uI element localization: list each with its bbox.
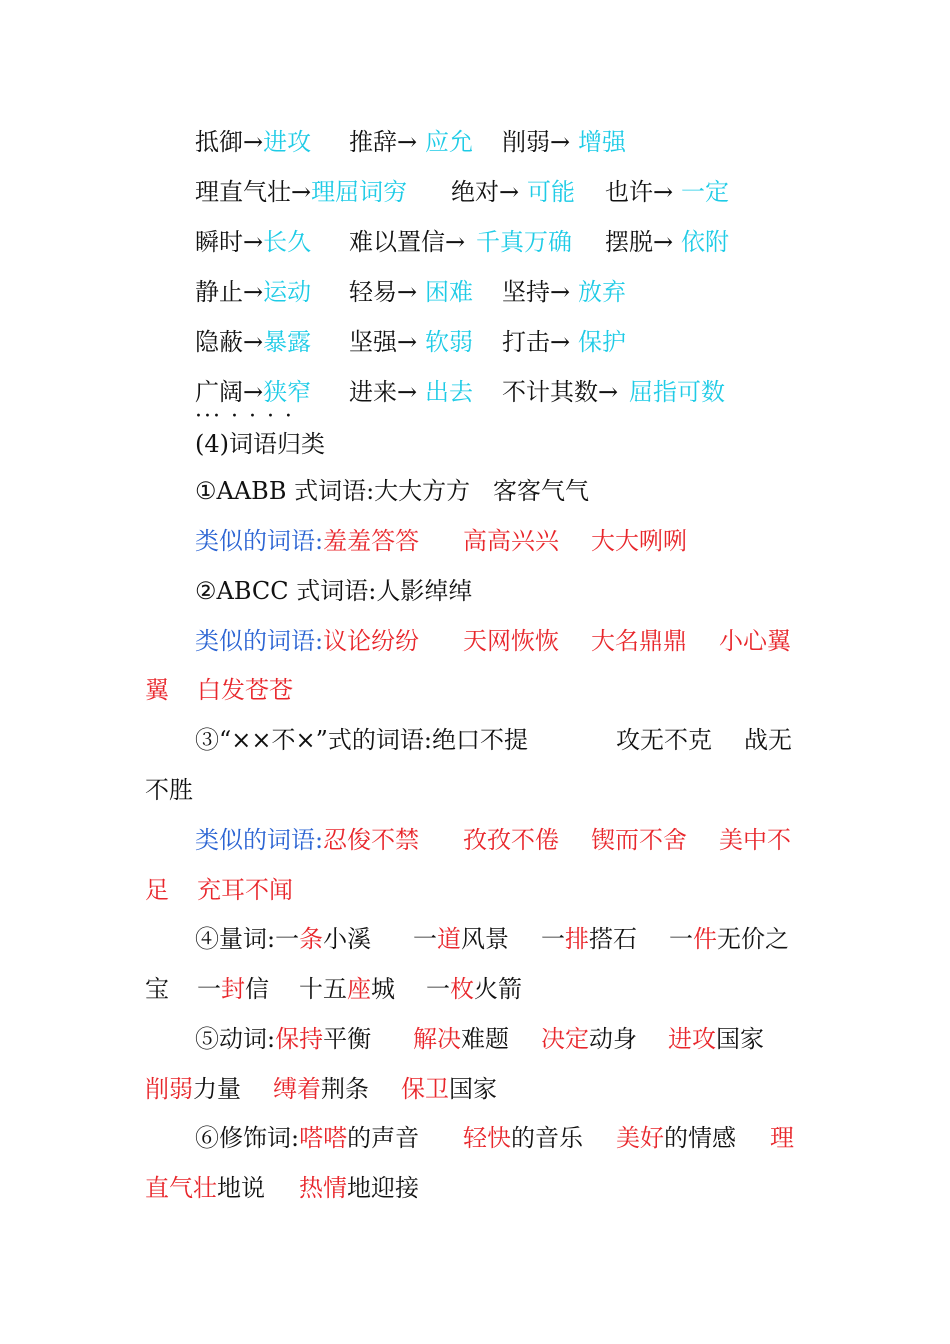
verb: 解决	[413, 1025, 461, 1053]
verb: 进攻	[668, 1025, 716, 1053]
aabb-similar-line	[195, 525, 687, 557]
measure-phrase	[669, 923, 789, 955]
similar-word: 充耳不闻	[197, 876, 293, 904]
measure-noun: 风景	[461, 925, 509, 953]
modifier: 直气壮	[145, 1174, 217, 1202]
measure-prefix: 一	[669, 925, 693, 953]
similar-word: 足	[145, 876, 169, 904]
verb: 保持	[275, 1025, 324, 1053]
modifier: 轻快	[463, 1124, 511, 1152]
antonym-source: 推辞→	[349, 128, 418, 156]
modified-phrase: 地迎接	[347, 1174, 419, 1202]
antonym-answer: 放弃	[578, 278, 626, 306]
bu-word: 攻无不克	[616, 726, 712, 754]
abcc-similar-line-1	[195, 625, 791, 657]
measure-classifier: 封	[221, 975, 245, 1003]
measure-prefix: 一	[275, 925, 300, 953]
antonym-answer: 千真万确	[476, 228, 572, 256]
antonym-source: 坚强→	[349, 328, 418, 356]
antonym-answer: 进攻	[263, 128, 312, 156]
bu-word: 绝口不提	[431, 726, 528, 754]
similar-word: 白发苍苍	[197, 676, 293, 704]
antonym-row-5	[195, 326, 626, 358]
similar-word: 翼	[145, 676, 169, 704]
similar-word: 小心翼	[719, 627, 791, 655]
measure-noun: 搭石	[589, 925, 637, 953]
modifiers-line-1	[195, 1122, 794, 1154]
ellipsis-dots: ··· · · · ·	[195, 404, 294, 429]
antonym-answer: 出去	[425, 378, 473, 406]
similar-label: 类似的词语:	[195, 826, 324, 854]
verb-phrase	[273, 1073, 369, 1105]
antonym-row-1	[195, 126, 626, 158]
measure-phrase	[299, 973, 395, 1005]
aabb-line	[195, 475, 589, 507]
modifier-phrase	[299, 1172, 419, 1204]
similar-word: 忍俊不禁	[323, 826, 420, 854]
measure-classifier: 条	[299, 925, 324, 953]
modifier: 嗒嗒	[299, 1124, 348, 1152]
measure-prefix: 一	[541, 925, 565, 953]
antonym-source: 进来→	[349, 378, 418, 406]
antonym-source: 抵御→	[195, 128, 264, 156]
verb-object: 难题	[461, 1025, 509, 1053]
measure-noun: 宝	[145, 975, 169, 1003]
verb-object: 力量	[193, 1075, 241, 1103]
measure-line-2	[145, 973, 522, 1005]
abcc-line	[195, 575, 472, 607]
abcc-similar-line-2	[145, 674, 293, 706]
antonym-answer: 困难	[425, 278, 473, 306]
modifier-phrase	[616, 1122, 736, 1154]
abcc-label: ②ABCC 式词语:	[195, 577, 377, 605]
antonym-source: 轻易→	[349, 278, 418, 306]
abcc-word: 人影绰绰	[376, 577, 473, 605]
antonym-source: 也许→	[605, 178, 674, 206]
antonym-source: 削弱→	[502, 128, 571, 156]
bu-line-1	[195, 724, 792, 756]
antonym-source: 瞬时→	[195, 228, 264, 256]
verb-phrase	[401, 1073, 497, 1105]
bu-word: 战无	[744, 726, 792, 754]
verbs-line-2	[145, 1073, 497, 1105]
antonym-source: 广阔→	[195, 378, 264, 406]
antonym-answer: 保护	[578, 328, 626, 356]
verb-object: 国家	[449, 1075, 497, 1103]
measure-line-1	[195, 923, 789, 955]
antonym-answer: 可能	[527, 178, 575, 206]
aabb-word: 大大方方	[374, 477, 471, 505]
verb: 削弱	[145, 1075, 193, 1103]
antonym-row-2	[195, 176, 729, 208]
measure-classifier: 座	[347, 975, 371, 1003]
aabb-word: 客客气气	[493, 477, 589, 505]
antonym-answer: 一定	[681, 178, 729, 206]
measure-classifier: 排	[565, 925, 589, 953]
verb-phrase	[541, 1023, 637, 1055]
bu-line-2: 不胜	[145, 776, 193, 804]
verb-phrase	[668, 1023, 764, 1055]
antonym-answer: 软弱	[425, 328, 473, 356]
antonym-answer: 长久	[263, 228, 312, 256]
measure-phrase	[426, 973, 522, 1005]
modified-phrase: 的音乐	[511, 1124, 583, 1152]
antonym-answer: 暴露	[263, 328, 312, 356]
section-heading: (4)词语归类	[195, 430, 325, 458]
measure-classifier: 件	[693, 925, 717, 953]
verb-object: 荆条	[321, 1075, 369, 1103]
modifiers-label: ⑥修饰词:	[195, 1124, 300, 1152]
antonym-source: 难以置信→	[349, 228, 466, 256]
verb: 缚着	[273, 1075, 321, 1103]
similar-label: 类似的词语:	[195, 527, 324, 555]
modified-phrase: 地说	[217, 1174, 265, 1202]
antonym-answer: 屈指可数	[629, 378, 725, 406]
measure-prefix: 一	[197, 975, 221, 1003]
similar-word: 大大咧咧	[591, 527, 687, 555]
measure-label: ④量词:	[195, 925, 276, 953]
similar-word: 锲而不舍	[591, 826, 687, 854]
measure-noun: 火箭	[474, 975, 522, 1003]
modifier: 美好	[616, 1124, 664, 1152]
similar-word: 天网恢恢	[463, 627, 559, 655]
similar-word: 羞羞答答	[323, 527, 420, 555]
modifiers-line-2	[145, 1172, 419, 1204]
verb-object: 动身	[589, 1025, 637, 1053]
aabb-label: ①AABB 式词语:	[195, 477, 375, 505]
verb-object: 国家	[716, 1025, 764, 1053]
similar-word: 高高兴兴	[463, 527, 559, 555]
measure-prefix: 一	[426, 975, 450, 1003]
similar-word: 大名鼎鼎	[591, 627, 687, 655]
antonym-source: 理直气壮→	[195, 178, 312, 206]
antonym-row-4	[195, 276, 626, 308]
antonym-row-3	[195, 226, 729, 258]
modified-phrase: 的情感	[664, 1124, 736, 1152]
verb: 保卫	[401, 1075, 449, 1103]
antonym-source: 不计其数→	[502, 378, 619, 406]
antonym-answer: 增强	[578, 128, 626, 156]
antonym-source: 绝对→	[451, 178, 520, 206]
antonym-source: 打击→	[502, 328, 571, 356]
verb-phrase	[413, 1023, 509, 1055]
modified-phrase: 的声音	[347, 1124, 420, 1152]
measure-prefix: 一	[413, 925, 437, 953]
similar-word: 孜孜不倦	[463, 826, 559, 854]
modifier: 理	[770, 1124, 794, 1152]
antonym-answer: 理屈词穷	[311, 178, 408, 206]
verb: 决定	[541, 1025, 589, 1053]
similar-label: 类似的词语:	[195, 627, 324, 655]
modifier: 热情	[299, 1174, 347, 1202]
antonym-source: 隐蔽→	[195, 328, 264, 356]
measure-classifier: 道	[437, 925, 461, 953]
modifier-phrase	[770, 1122, 794, 1154]
antonym-source: 摆脱→	[605, 228, 674, 256]
antonym-answer: 运动	[263, 278, 312, 306]
measure-noun: 城	[371, 975, 395, 1003]
measure-noun: 小溪	[323, 925, 372, 953]
bu-similar-line-1	[195, 824, 791, 856]
measure-phrase	[413, 923, 509, 955]
bu-similar-line-2	[145, 874, 293, 906]
measure-phrase	[541, 923, 637, 955]
verbs-label: ⑤动词:	[195, 1025, 276, 1053]
antonym-source: 静止→	[195, 278, 264, 306]
measure-phrase	[197, 973, 269, 1005]
similar-word: 美中不	[719, 826, 791, 854]
bu-label: ③“××不×”式的词语:	[195, 726, 432, 754]
modifier-phrase	[463, 1122, 583, 1154]
measure-noun: 信	[245, 975, 269, 1003]
similar-word: 议论纷纷	[323, 627, 420, 655]
measure-prefix: 十五	[299, 975, 347, 1003]
measure-noun: 无价之	[717, 925, 789, 953]
antonym-answer: 狭窄	[263, 378, 312, 406]
verbs-line-1	[195, 1023, 764, 1055]
antonym-source: 坚持→	[502, 278, 571, 306]
antonym-answer: 依附	[681, 228, 729, 256]
measure-classifier: 枚	[450, 975, 474, 1003]
antonym-answer: 应允	[425, 128, 473, 156]
verb-object: 平衡	[323, 1025, 372, 1053]
